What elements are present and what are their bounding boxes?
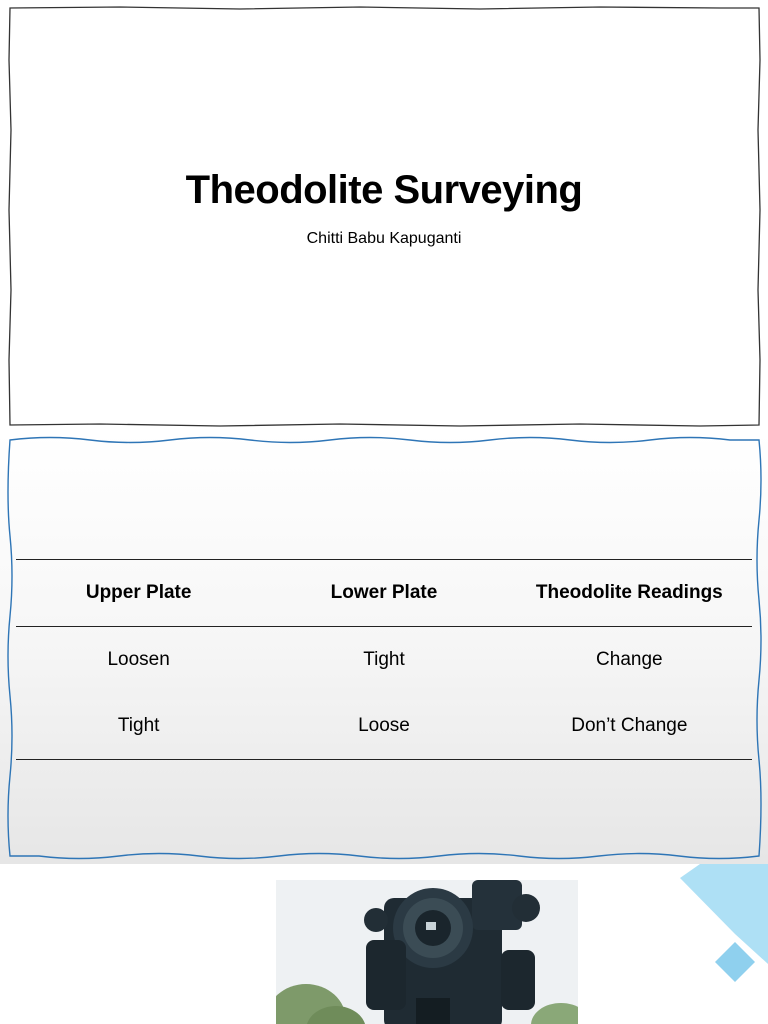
table-bottom-rule [16, 759, 752, 760]
photo-slide [0, 864, 768, 1024]
cell-lower-plate: Loose [358, 715, 410, 736]
table-row [16, 627, 752, 693]
table-row [16, 693, 752, 759]
table-slide [0, 432, 768, 864]
table-header-row [16, 560, 752, 626]
plate-readings-table [16, 559, 752, 760]
theodolite-photo [276, 880, 578, 1024]
sketch-border [0, 0, 768, 432]
header-theodolite-readings: Theodolite Readings [535, 582, 723, 603]
header-upper-plate: Upper Plate [85, 582, 192, 603]
cell-readings: Change [596, 649, 663, 670]
cell-readings: Don’t Change [571, 715, 688, 736]
author-subtitle: Chitti Babu Kapuganti [306, 230, 462, 247]
cell-lower-plate: Tight [363, 649, 405, 670]
cell-upper-plate: Tight [117, 715, 160, 736]
title-slide [0, 0, 768, 432]
slide-title: Theodolite Surveying [185, 168, 583, 212]
header-lower-plate: Lower Plate [330, 582, 438, 603]
cell-upper-plate: Loosen [107, 649, 170, 670]
